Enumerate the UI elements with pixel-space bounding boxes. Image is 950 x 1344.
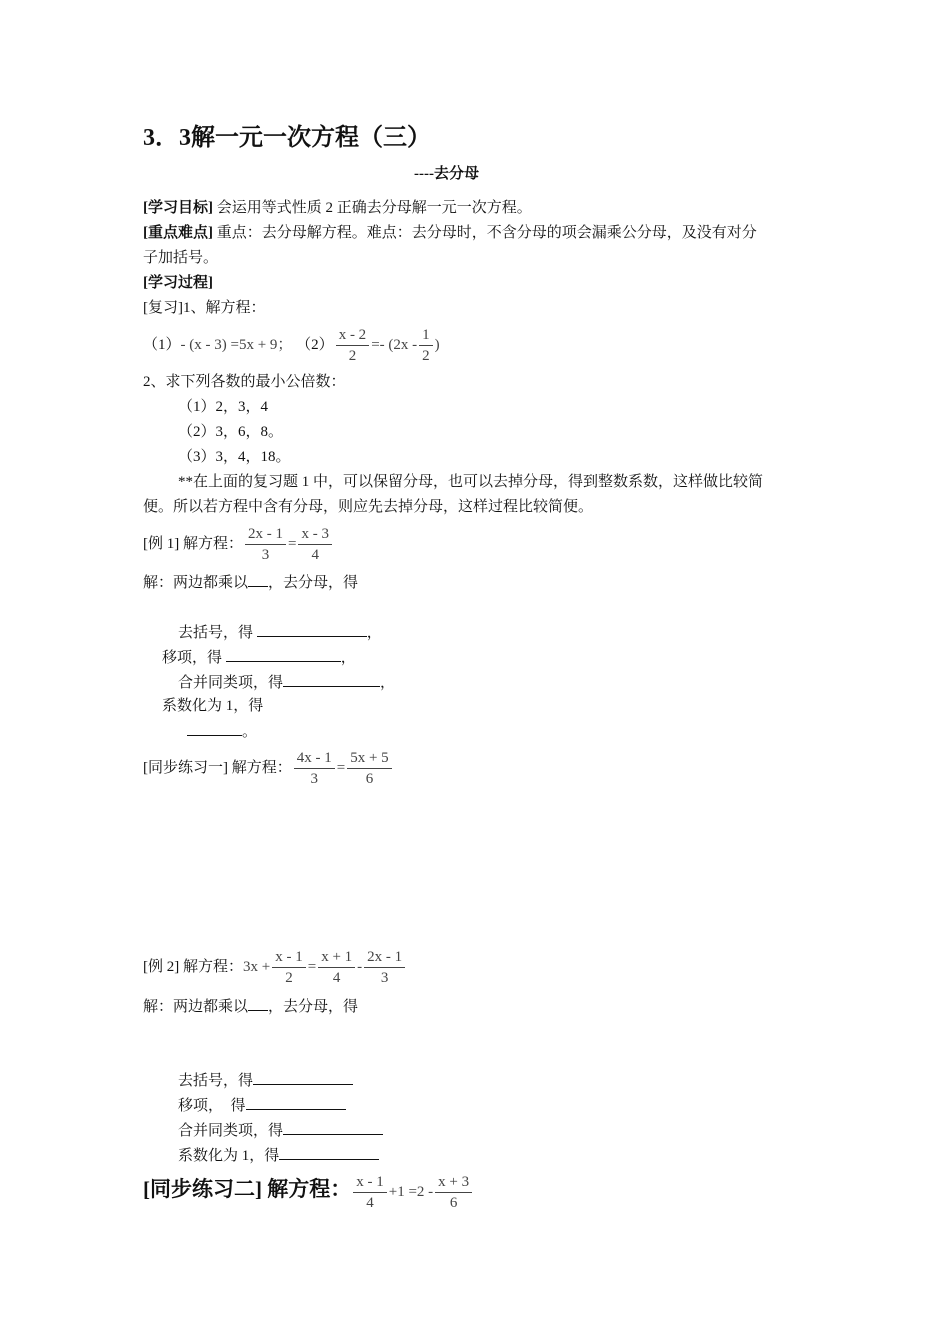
example1-solution-text: 解：两边都乘以 xyxy=(143,575,249,591)
practice1-left-fraction: $\frac{4x - 1}{3}$ xyxy=(294,748,335,789)
example2-label: [例 2] 解方程： xyxy=(143,959,243,975)
example2-pre: 3x + xyxy=(243,959,271,975)
example1-final-blank[interactable] xyxy=(187,721,242,736)
lcm-item-3: （3）3，4，18。 xyxy=(178,449,291,465)
example1-line xyxy=(143,522,334,566)
example2-solution-text: 解：两边都乘以 xyxy=(143,999,249,1015)
eq2-middle: =- (2x - xyxy=(371,337,418,353)
example1-solution-end: ，去分母，得 xyxy=(268,575,359,591)
example1-label: [例 1] 解方程： xyxy=(143,536,243,552)
step-label: 移项，得 xyxy=(162,650,223,666)
example1-step2-blank[interactable] xyxy=(226,647,341,662)
example1-solution xyxy=(143,572,358,593)
example2-step-4 xyxy=(178,1145,379,1166)
example2-fraction-3: $\frac{2x - 1}{3}$ xyxy=(364,947,405,988)
example1-step-2 xyxy=(162,647,356,668)
example1-equals: = xyxy=(288,536,297,552)
step-label: 移项， 得 xyxy=(178,1098,246,1114)
practice2-label: [同步练习二] 解方程： xyxy=(143,1177,352,1201)
example2-solution xyxy=(143,996,358,1017)
example2-equals: = xyxy=(307,959,317,975)
lcm-item-1: （1）2，3，4 xyxy=(178,399,269,415)
eq2-left-fraction: $\frac{x - 2}{2}$ xyxy=(336,325,370,366)
key-text-1: 重点：去分母解方程。难点：去分母时，不含分母的项会漏乘公分母，及没有对分 xyxy=(216,225,757,241)
eq2-prefix: （2） xyxy=(296,337,334,353)
example2-multiplier-blank[interactable] xyxy=(248,996,268,1011)
example1-final xyxy=(187,721,257,742)
example1-step-3 xyxy=(178,672,395,693)
example1-step-1 xyxy=(178,622,382,643)
goal-line xyxy=(143,198,532,218)
practice1-line xyxy=(143,746,394,790)
review-note-1: **在上面的复习题 1 中，可以保留分母，也可以去掉分母，得到整数系数，这样做比较简 xyxy=(178,474,764,490)
example1-step1-blank[interactable] xyxy=(257,622,367,637)
period: 。 xyxy=(242,724,258,740)
example2-step3-blank[interactable] xyxy=(283,1120,383,1135)
example1-right-fraction: $\frac{x - 3}{4}$ xyxy=(298,524,332,565)
comma: ， xyxy=(366,625,382,641)
step-label: 系数化为 1，得 xyxy=(178,1148,280,1164)
eq2-end: ) xyxy=(434,337,440,353)
step-label: 合并同类项，得 xyxy=(178,675,284,691)
review-question-2: 2、求下列各数的最小公倍数： xyxy=(143,374,346,390)
key-text-2: 子加括号。 xyxy=(143,250,219,266)
eq1-prefix: （1） xyxy=(143,337,181,353)
comma: ， xyxy=(380,675,396,691)
review-note-2: 便。所以若方程中含有分母，则应先去掉分母，这样过程比较简便。 xyxy=(143,499,594,515)
practice2-middle: +1 =2 - xyxy=(388,1184,434,1200)
example2-fraction-1: $\frac{x - 1}{2}$ xyxy=(272,947,306,988)
practice2-fraction-2: $\frac{x + 3}{6}$ xyxy=(435,1172,472,1213)
eq1-expression: - (x - 3) =5x + 9； xyxy=(180,337,293,353)
step-label: 去括号，得 xyxy=(178,1073,254,1089)
process-label: [学习过程] xyxy=(143,275,213,291)
example2-step-3 xyxy=(178,1120,383,1141)
example2-step2-blank[interactable] xyxy=(246,1095,346,1110)
key-line xyxy=(143,223,757,243)
review-line-1: [复习]1、解方程： xyxy=(143,300,266,316)
example2-solution-end: ，去分母，得 xyxy=(268,999,359,1015)
example1-multiplier-blank[interactable] xyxy=(248,572,268,587)
example2-line xyxy=(143,945,407,989)
example2-step4-blank[interactable] xyxy=(279,1145,379,1160)
step-label: 合并同类项，得 xyxy=(178,1123,284,1139)
goal-text: 会运用等式性质 2 正确去分母解一元一次方程。 xyxy=(216,200,532,216)
example2-step1-blank[interactable] xyxy=(253,1070,353,1085)
example1-left-fraction: $\frac{2x - 1}{3}$ xyxy=(245,524,286,565)
example2-step-2 xyxy=(178,1095,346,1116)
comma: ， xyxy=(340,650,356,666)
page-subtitle: ----去分母 xyxy=(414,166,479,182)
practice2-fraction-1: $\frac{x - 1}{4}$ xyxy=(353,1172,387,1213)
example1-step3-blank[interactable] xyxy=(283,672,380,687)
eq2-right-fraction: $\frac{1}{2}$ xyxy=(419,325,433,366)
example2-minus: - xyxy=(357,959,363,975)
practice1-right-fraction: $\frac{5x + 5}{6}$ xyxy=(347,748,391,789)
goal-label: [学习目标] xyxy=(143,200,213,216)
practice1-label: [同步练习一] 解方程： xyxy=(143,760,292,776)
key-label: [重点难点] xyxy=(143,225,213,241)
practice1-equals: = xyxy=(336,760,346,776)
page-title: 3．3解一元一次方程（三） xyxy=(143,125,431,151)
example1-step-4: 系数化为 1，得 xyxy=(162,698,264,714)
example2-fraction-2: $\frac{x + 1}{4}$ xyxy=(318,947,355,988)
step-label: 去括号，得 xyxy=(178,625,254,641)
example2-step-1 xyxy=(178,1070,353,1091)
practice2-line xyxy=(143,1170,474,1214)
review-equations xyxy=(143,323,440,367)
lcm-item-2: （2）3，6，8。 xyxy=(178,424,284,440)
